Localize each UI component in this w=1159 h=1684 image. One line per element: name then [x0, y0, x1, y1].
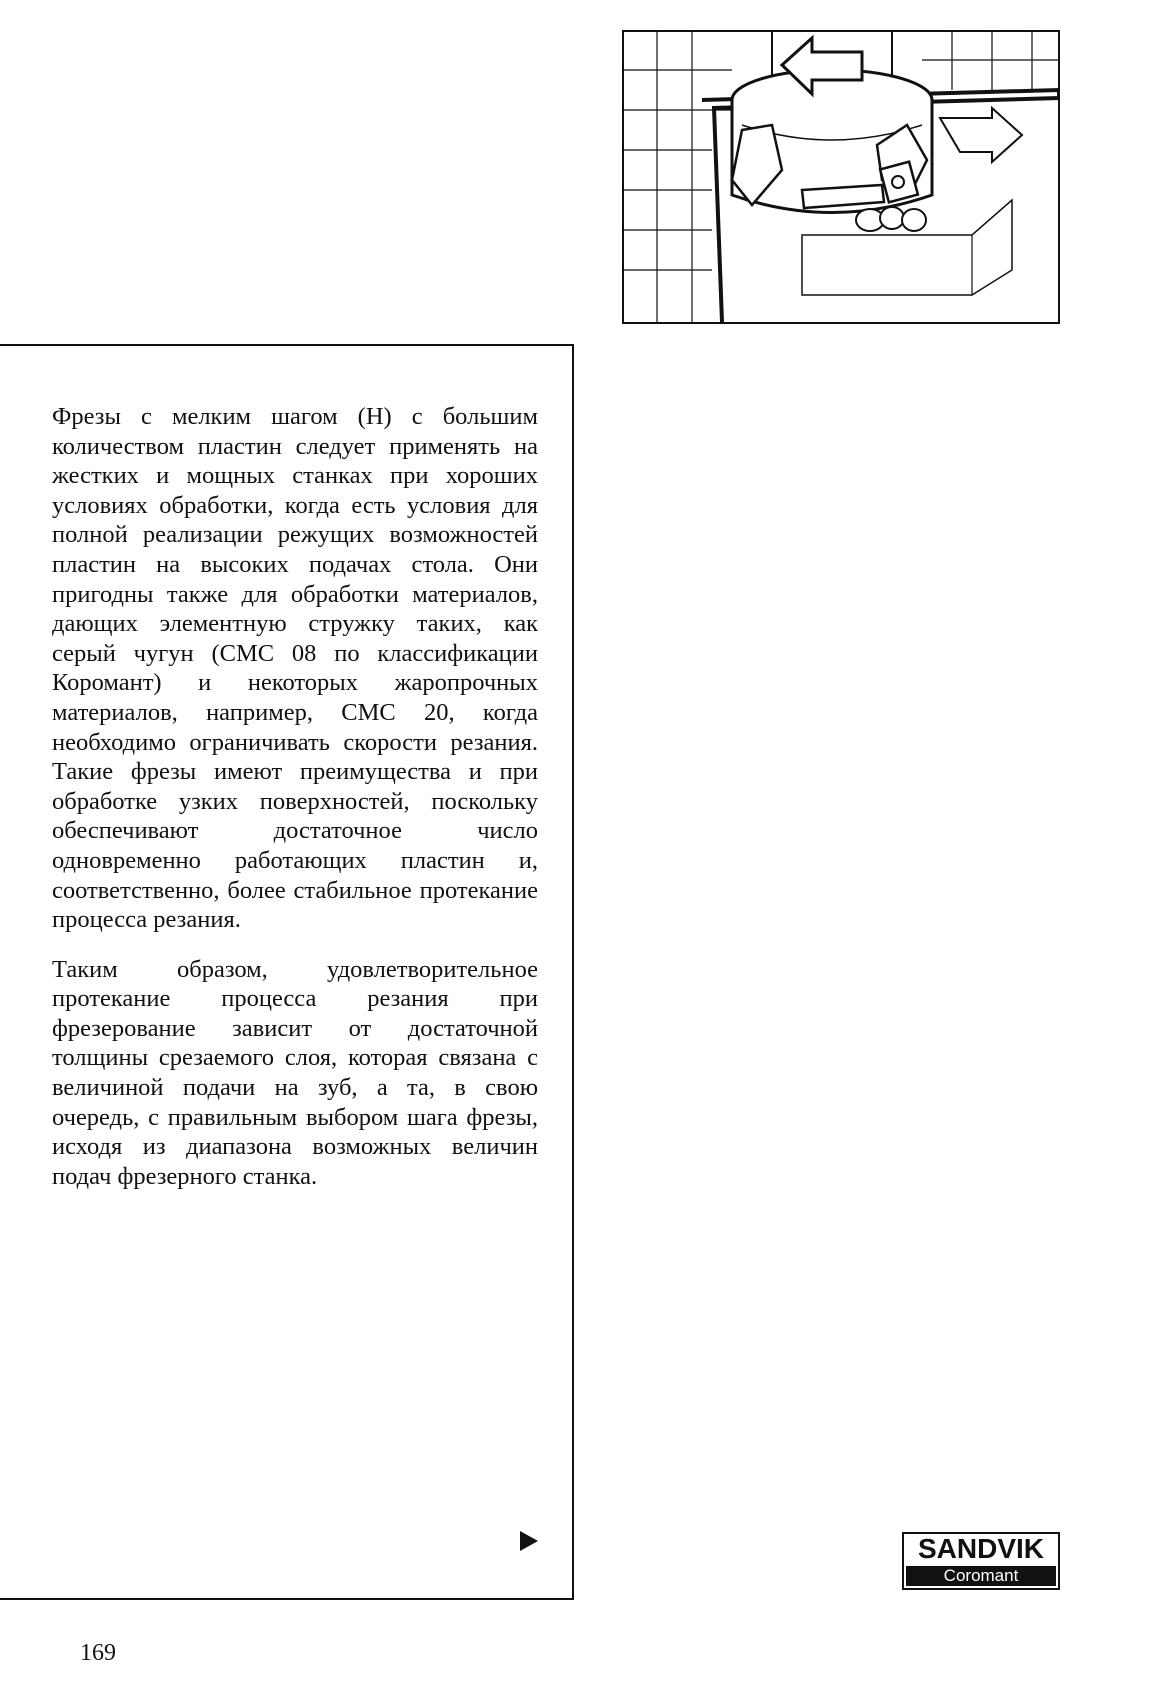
body-text — [52, 402, 538, 1211]
paragraph: Фрезы с мелким шагом (H) с большим количеством пластин следует применять на жестких и мощных станках при хороших условиях обработки, когда есть условия для полной реализации режущих возможностей пластин на высоких подачах стола. Они пригодны также для обработки материалов, дающих элементную стружку таких, как серый чугун (СМС 08 по классификации Коромант) и некоторых жаропрочных материалов, например, СМС 20, когда необходимо ограничивать скорости резания. Такие фрезы имеют преимущества и при обработке узких поверхностей, поскольку обеспечивают достаточное число одновременно работающих пластин и, соответственно, более стабильное протекание процесса резания. — [52, 403, 538, 934]
logo-bottom: Coromant — [906, 1566, 1056, 1586]
paragraph: Таким образом, удовлетворительное протекание процесса резания при фрезерование зависит от достаточной толщины срезаемого слоя, которая связана с величиной подачи на зуб, а та, в свою очередь, с правильным выбором шага фрезы, исходя из диапазона возможных величин подач фрезерного станка. — [52, 955, 538, 1190]
milling-cutter-figure — [622, 30, 1060, 324]
sandvik-coromant-logo — [902, 1532, 1060, 1590]
page-number: 169 — [80, 1640, 116, 1666]
milling-cutter-illustration — [622, 30, 1060, 324]
logo-top: SANDVIK — [917, 1533, 1044, 1564]
right-triangle-icon — [519, 1530, 539, 1552]
